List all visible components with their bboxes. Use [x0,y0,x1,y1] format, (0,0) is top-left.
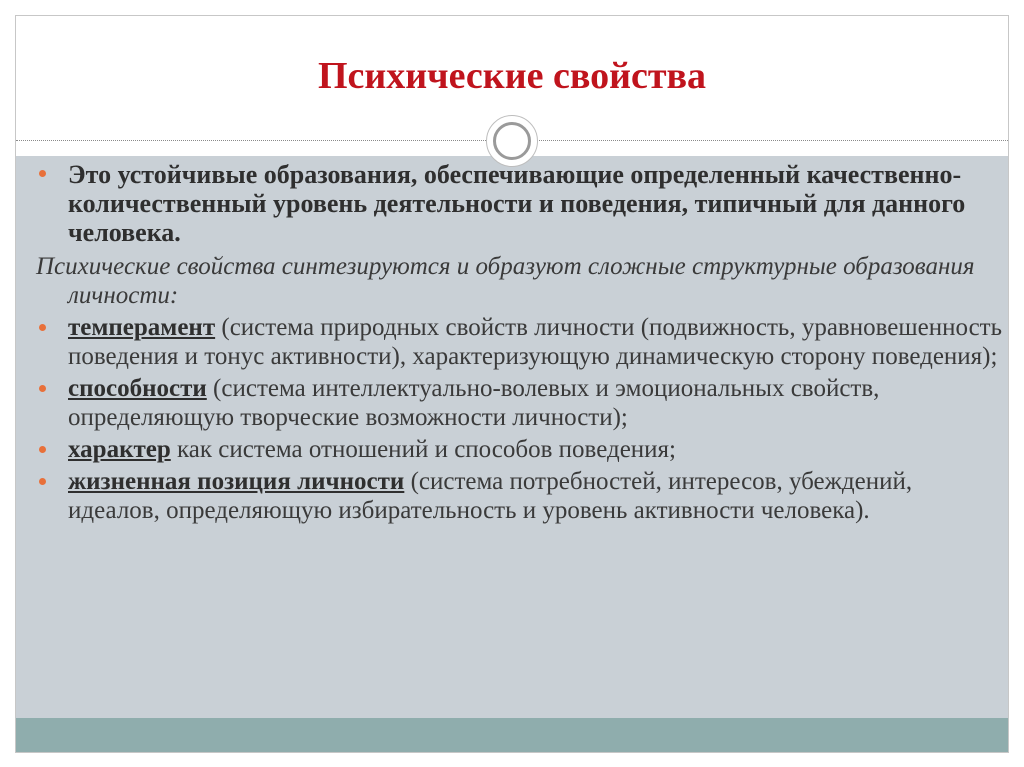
slide-content [36,160,1006,525]
list-item-character [36,435,1006,464]
term-abilities: способности [68,375,207,402]
definition-item [36,160,1006,247]
list-item-temperament [36,313,1006,371]
list-item-abilities [36,374,1006,432]
definition-text: Это устойчивые образования, обеспечивающие определенный качественно-количественный уровень деятельности и поведения, типичный для данного человека. [68,160,966,247]
bullet-icon [39,324,46,331]
bullet-icon [39,478,46,485]
term-life-position: жизненная позиция личности [68,468,405,495]
slide-title: Психические свойства [317,55,707,97]
desc-abilities: (система интеллектуально-волевых и эмоциональных свойств, определяющую творческие возможности личности); [68,375,880,431]
term-temperament: темперамент [68,314,216,341]
list-item-life-position [36,467,1006,525]
bullet-icon [39,446,46,453]
desc-temperament: (система природных свойств личности (подвижность, уравновешенность поведения и тонус активности), характеризующую динамическую сторону поведения); [68,314,1003,370]
ring-inner-icon [493,122,531,160]
bullet-icon [39,170,46,177]
desc-life-position: (система потребностей, интересов, убеждений, идеалов, определяющую избирательность и уровень активности человека). [68,468,913,524]
bullet-icon [39,385,46,392]
desc-character: как система отношений и способов поведения; [170,436,676,463]
term-character: характер [68,436,171,463]
intro-text: Психические свойства синтезируются и образуют сложные структурные образования личности: [36,253,975,309]
